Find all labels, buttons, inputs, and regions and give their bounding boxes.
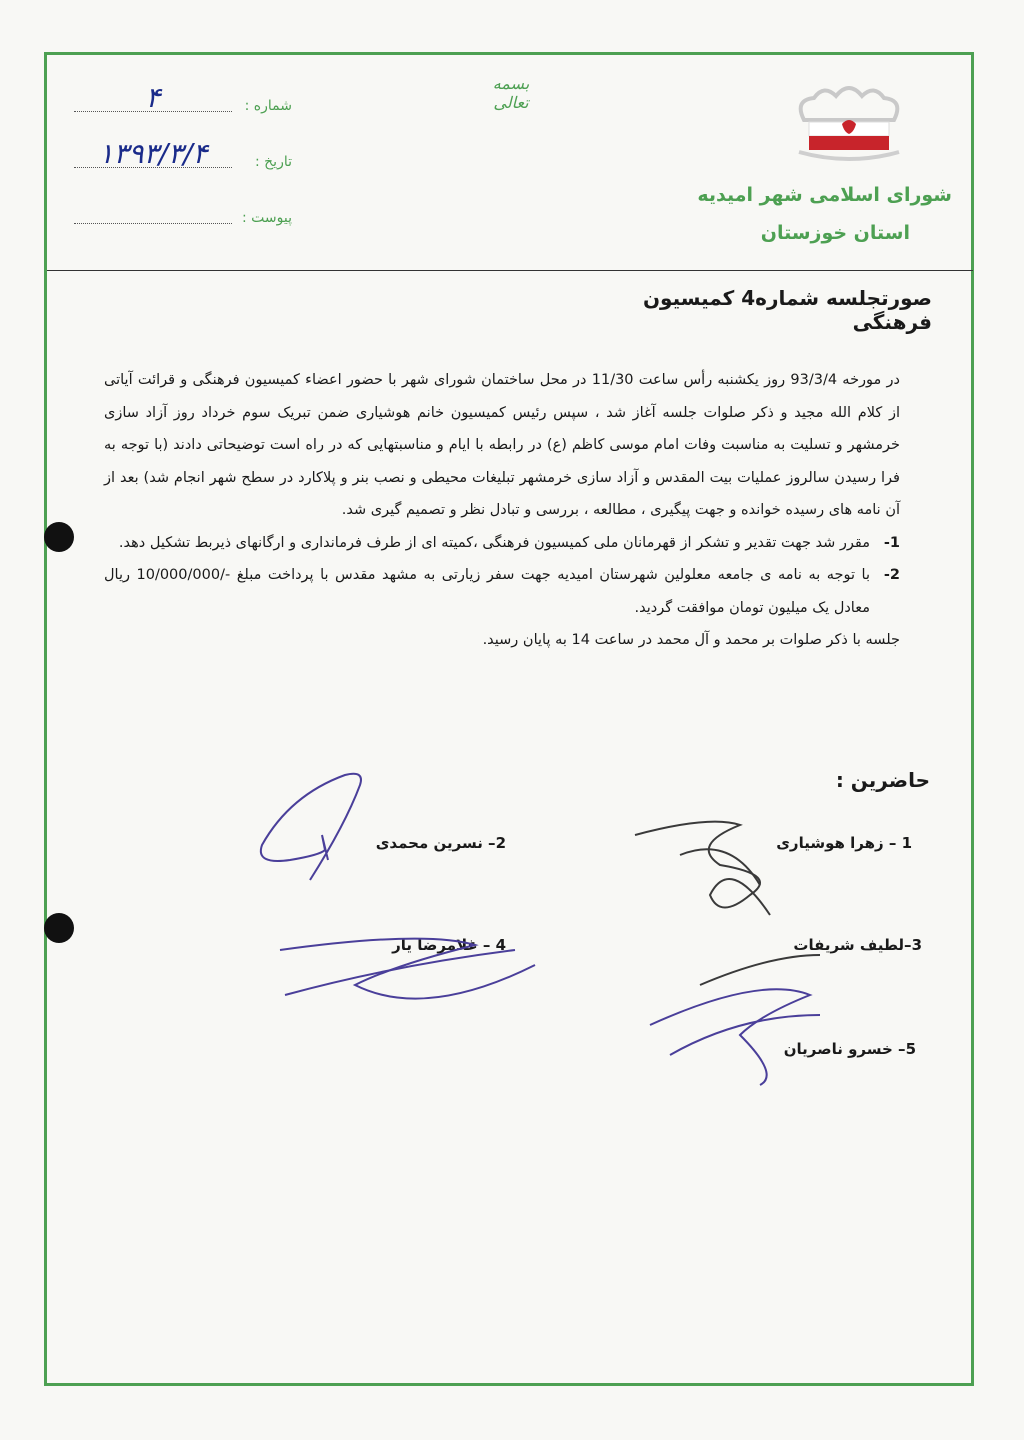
council-name: شورای اسلامی شهر امیدیه: [697, 184, 952, 206]
date-label: تاریخ :: [254, 154, 292, 170]
dotted-line: [74, 223, 232, 224]
attendee-name: 2– نسرین محمدی: [375, 834, 506, 852]
document-title: صورتجلسه شماره4 کمیسیون فرهنگی: [642, 286, 932, 334]
signature-yar: [275, 925, 550, 1020]
bismillah-calligraphy: بسمه تعالی: [492, 74, 530, 112]
attendee-name: 5– خسرو ناصریان: [783, 1040, 916, 1058]
signature-mohammadi: [250, 765, 380, 890]
attendee-name: 3–لطیف شریفات: [793, 936, 922, 954]
iran-emblem-icon: [784, 80, 914, 170]
signature-sharifat-naserian: [640, 935, 830, 1095]
item-number: 1-: [883, 534, 900, 551]
item-text: مقرر شد جهت تقدیر و تشکر از قهرمانان ملی کمیسیون فرهنگی ،کمیته ای از طرف فرمانداری و ارگانهای ذیربط تشکیل دهد.: [118, 534, 870, 551]
punch-hole: [44, 913, 74, 943]
attendee-name: 1 – زهرا هوشیاری: [776, 834, 912, 852]
list-item: [104, 527, 900, 560]
attendees-heading: حاضرین :: [835, 768, 930, 792]
province-name: استان خوزستان: [760, 222, 910, 244]
attachment-field: [74, 200, 304, 230]
item-number: 2-: [883, 567, 900, 583]
punch-hole: [44, 522, 74, 552]
signature-hoshyari: [630, 805, 790, 930]
number-field: [74, 81, 304, 118]
attachment-label: پیوست :: [242, 210, 292, 226]
page-border: [44, 52, 974, 1386]
intro-paragraph: در مورخه 93/3/4 روز یکشنبه رأس ساعت 11/30 در محل ساختمان شورای شهر با حضور اعضاء کمیسیون فرهنگی و قرائت آیاتی از کلام الله مجید و ذکر صلوات جلسه آغاز شد ، سپس رئیس کمیسیون خانم هوشیاری ضمن تبریک سوم خرداد روز آزاد سازی خرمشهر و تسلیت به مناسبت وفات امام موسی کاظم (ع) در رابطه با ایام و مناسبتهایی که در راه است توضیحاتی دادند (با توجه به فرا رسیدن سالروز عملیات بیت المقدس و آزاد سازی خرمشهر تبلیغات محیطی و نصب بنر و پلاکارد در سطح شهر انجام شد) بعد از آن نامه های رسیده خوانده و جهت پیگیری ، مطالعه ، بررسی و تبادل نظر و تصمیم گیری شد.: [104, 372, 900, 518]
number-label: شماره :: [244, 98, 292, 114]
minutes-body: [104, 364, 900, 657]
header-divider: [47, 270, 973, 271]
item-text: با توجه به نامه ی جامعه معلولین شهرستان امیدیه جهت سفر زیارتی به مشهد مقدس با پرداخت مبلغ -/10/000/000 ریال معادل یک میلیون تومان موافقت گردید.: [104, 567, 870, 616]
date-field: [74, 137, 304, 174]
number-value: ۴: [145, 81, 161, 114]
closing-paragraph: جلسه با ذکر صلوات بر محمد و آل محمد در ساعت 14 به پایان رسید.: [482, 632, 900, 648]
date-value: ۱۳۹۳/۳/۴: [98, 137, 208, 170]
list-item: [104, 559, 900, 624]
attendee-name: 4 – غلامرضا یار: [392, 936, 506, 954]
